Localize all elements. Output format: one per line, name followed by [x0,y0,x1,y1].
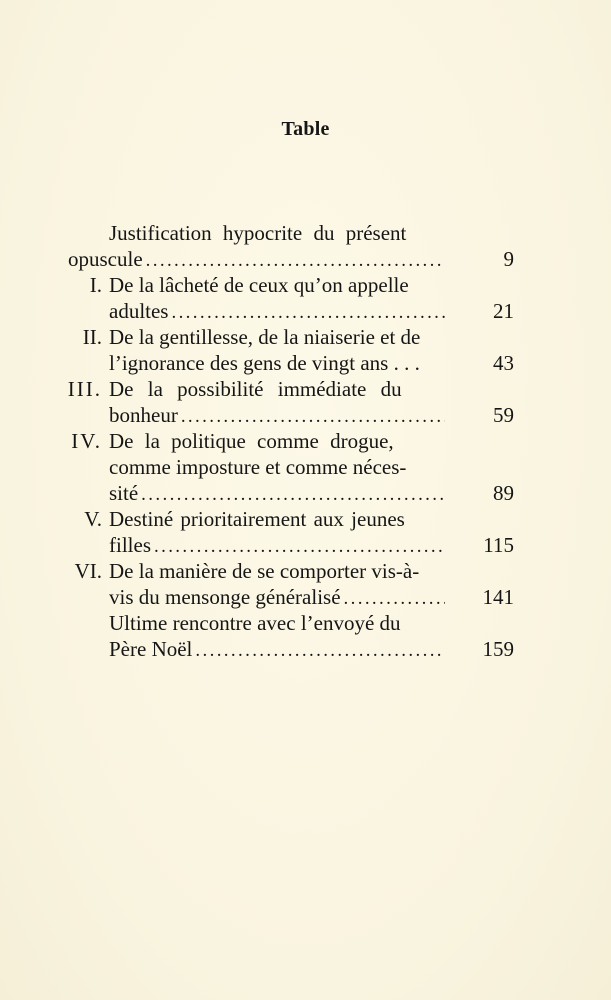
toc-chapter-number: IV. [71,429,102,453]
page-title: Table [281,118,330,140]
toc-entry-line [109,428,445,454]
dot-leader [154,534,445,560]
toc-entry-line [109,402,445,428]
toc-entry-text: bonheur [109,403,178,427]
toc-entry-line [109,532,445,558]
toc-entry-text: sité [109,481,139,505]
dot-leader [195,638,445,664]
toc-chapter-number: II. [82,325,102,349]
toc-entry-text: De la lâcheté de ceux qu’on appelle [109,273,409,297]
toc-entry-line [68,246,445,272]
toc-entry-line [109,350,445,376]
dot-leader [344,586,445,612]
toc-entry-line [109,220,445,246]
toc-page-number: 43 [493,351,514,375]
dot-leader [171,300,445,326]
dot-leader [181,404,445,430]
toc-entry-line [109,298,445,324]
toc-chapter-number: VI. [74,559,102,583]
toc-entry-text: comme imposture et comme néces- [109,455,407,479]
toc-entry-text: De la gentillesse, de la niaiserie et de [109,325,421,349]
toc-entry-line [109,272,445,298]
toc-entry-line [109,506,445,532]
toc-entry-line [109,584,445,610]
toc-page-number: 21 [493,299,514,323]
toc-page-number: 9 [503,247,514,271]
toc-entry-line [109,454,445,480]
dot-leader [141,482,445,508]
toc-page-number: 141 [482,585,514,609]
toc-page-number: 115 [483,533,514,557]
toc-entry-line [109,480,445,506]
toc-page-number: 89 [493,481,514,505]
toc-page-number: 159 [482,637,514,661]
toc-entry-text: De la politique comme drogue, [109,429,394,453]
toc-chapter-number: V. [84,507,102,531]
toc-page-number: 59 [493,403,514,427]
toc-entry-text: Justification hypocrite du présent [109,221,407,245]
toc-entry-line [109,610,445,636]
toc-entry-text: vis du mensonge généralisé [109,585,341,609]
toc-chapter-number: I. [89,273,102,297]
toc-entry-text: filles [109,533,151,557]
toc-entry-text: De la possibilité immédiate du [109,377,402,401]
toc-entry-text: Père Noël [109,637,193,661]
toc-entry-text: adultes [109,299,169,323]
toc-entry-text: Ultime rencontre avec l’envoyé du [109,611,401,635]
toc-entry-line [109,376,445,402]
toc-entry-text: opuscule [68,247,143,271]
toc-entry-text: l’ignorance des gens de vingt ans . . . [109,351,420,375]
toc-entry-text: De la manière de se comporter vis-à- [109,559,420,583]
toc-entry-text: Destiné prioritairement aux jeunes [109,507,405,531]
toc-entry-line [109,558,445,584]
toc-entry-line [109,636,445,662]
toc-entry-line [109,324,445,350]
toc-chapter-number: III. [67,377,102,401]
dot-leader [146,248,445,274]
